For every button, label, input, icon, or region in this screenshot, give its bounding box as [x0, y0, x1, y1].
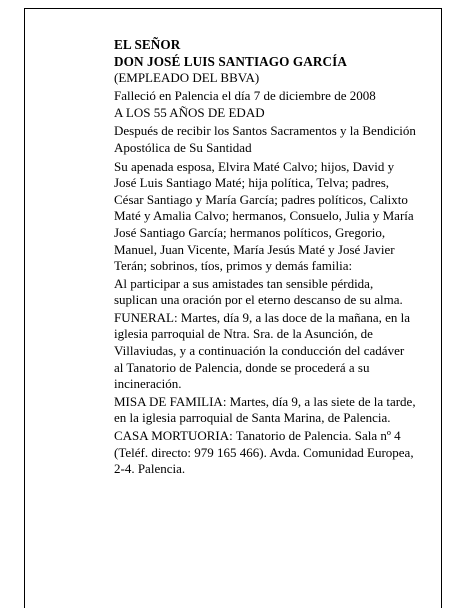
deceased-name: DON JOSÉ LUIS SANTIAGO GARCÍA [114, 53, 347, 69]
title-el-senor: EL SEÑOR [114, 37, 181, 52]
prayer-request: Al participar a sus amistades tan sensible pérdida, suplican una oración por el eterno descanso de su alma. [114, 275, 403, 308]
death-info: Falleció en Palencia el día 7 de diciembre de 2008 [114, 87, 376, 103]
obituary-notice [114, 37, 416, 478]
age-at-death: A LOS 55 AÑOS DE EDAD [114, 105, 265, 121]
funeral-home-info: CASA MORTUORIA: Tanatorio de Palencia. Sala nº 4 (Teléf. directo: 979 165 466). Avda. Comunidad Europea, 2-4. Palencia. [114, 428, 414, 477]
funeral-info: FUNERAL: Martes, día 9, a las doce de la mañana, en la iglesia parroquial de Ntra. Sra. de la Asunción, de Villaviudas, y a continuación la conducción del cadáver al Tanatorio de Palencia, donde se procederá a su incineración. [114, 309, 411, 392]
occupation: (EMPLEADO DEL BBVA) [114, 70, 260, 86]
sacraments-text: Después de recibir los Santos Sacramentos y la Bendición Apostólica de Su Santidad [114, 122, 416, 155]
family-list: Su apenada esposa, Elvira Maté Calvo; hijos, David y José Luis Santiago Maté; hija política, Telva; padres, César Santiago y María García; padres políticos, Calixto Maté y Amalia Calvo; hermanos, Consuelo, Julia y María José Santiago García; hermanos políticos, Gregorio, Manuel, Juan Vicente, María Jesús Maté y José Javier Terán; sobrinos, tíos, primos y demás familia: [114, 158, 414, 274]
family-mass-info: MISA DE FAMILIA: Martes, día 9, a las siete de la tarde, en la iglesia parroquial de Santa Marina, de Palencia. [114, 393, 416, 426]
